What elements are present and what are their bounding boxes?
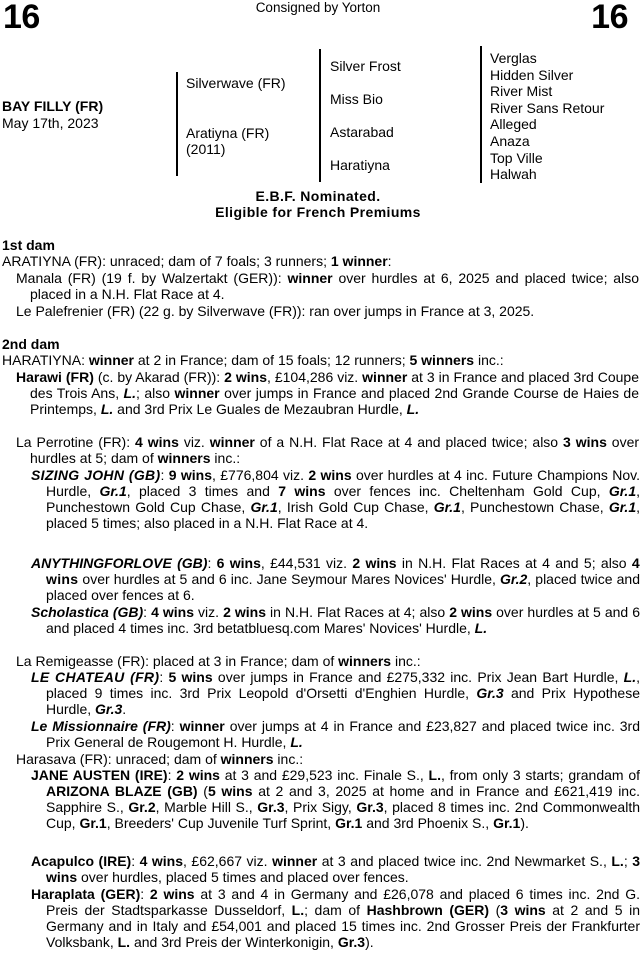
pedigree-ancestor: Top Ville (490, 149, 543, 166)
produce-harasava: Harasava (FR): unraced; dam of winners inc.: (16, 751, 304, 767)
pedigree-sire: Silverwave (FR) (186, 75, 286, 91)
produce-perrotine: La Perrotine (FR): 4 wins viz. winner of a N.H. Flat Race at 4 and placed twice; also 3 wins over hurdles at 5; dam of winners inc.: (16, 434, 640, 467)
produce-anythingforlove: ANYTHINGFORLOVE (GB): 6 wins, £44,531 viz. 2 wins in N.H. Flat Races at 4 and 5; also 4 wins over hurdles at 5 and 6 inc. Jane Seymour Mares Novices' Hurdle, Gr.2, placed twice and placed over fences at 6. (31, 555, 640, 604)
foaling-date: May 17th, 2023 (2, 115, 99, 131)
ebf-note: E.B.F. Nominated. (255, 188, 381, 204)
produce-le-chateau: LE CHATEAU (FR): 5 wins over jumps in France and £275,332 inc. Prix Jean Bart Hurdle, L., placed 9 times inc. 3rd Prix Leopold d'Orsetti d'Enghien Hurdle, Gr.3 and Prix Hypothese Hurdle, Gr.3. (31, 669, 640, 718)
lot-number-left: 16 (3, 0, 40, 36)
first-dam-intro: ARATIYNA (FR): unraced; dam of 7 foals; 3 runners; 1 winner: (2, 253, 392, 269)
pedigree-ancestor: Verglas (490, 50, 537, 66)
pedigree-dam-year: (2011) (186, 141, 226, 157)
pedigree-ancestor: Halwah (490, 166, 537, 183)
produce-harawi: Harawi (FR) (c. by Akarad (FR)): 2 wins, £104,286 viz. winner at 3 in France and placed 3rd Coupe des Trois Ans, L.; also winner over jumps in France and placed 2nd Grande Course de Haies de Printemps, L. and 3rd Prix Le Guales de Mezaubran Hurdle, L. (16, 369, 640, 418)
produce-jane-austen: JANE AUSTEN (IRE): 2 wins at 3 and £29,523 inc. Finale S., L., from only 3 starts; grandam of ARIZONA BLAZE (GB) (5 wins at 2 and 3, 2025 at home and in France and £621,419 inc. Sapphire S., Gr.2, Marble Hill S., Gr.3, Prix Sigy, Gr.3, placed 8 times inc. 2nd Commonwealth Cup, Gr.1, Breeders' Cup Juvenile Turf Sprint, Gr.1 and 3rd Phoenix S., Gr.1). (31, 767, 640, 832)
second-dam-intro: HARATIYNA: winner at 2 in France; dam of 15 foals; 12 runners; 5 winners inc.: (2, 352, 504, 368)
pedigree-ancestor: River Mist (490, 83, 553, 100)
horse-title: BAY FILLY (FR) (2, 98, 104, 114)
first-dam-produce-manala: Manala (FR) (19 f. by Walzertakt (GER)): winner over hurdles at 6, 2025 and placed twice; also placed in a N.H. Flat Race at 4. (16, 270, 639, 303)
produce-haraplata: Haraplata (GER): 2 wins at 3 and 4 in Germany and £26,078 and placed 6 times inc. 2nd G. Preis der Stadtsparkasse Dusseldorf, L.; dam of Hashbrown (GER) (3 wins at 2 and 5 in Germany and in Italy and £54,001 and placed 15 times inc. 2nd Grosser Preis der Frankfurter Volksbank, L. and 3rd Preis der Winterkonigin, Gr.3). (31, 886, 640, 951)
pedigree-dam-sire: Astarabad (330, 124, 394, 140)
pedigree-ancestor: River Sans Retour (490, 99, 605, 116)
first-dam-produce-palefrenier: Le Palefrenier (FR) (22 g. by Silverwave (FR)): ran over jumps in France at 3, 2025. (16, 303, 535, 319)
pedigree-ancestor: Alleged (490, 116, 537, 133)
pedigree-dam-dam: Haratiyna (330, 157, 390, 173)
produce-sizing-john: SIZING JOHN (GB): 9 wins, £776,804 viz. 2 wins over hurdles at 4 inc. Future Champions Nov. Hurdle, Gr.1, placed 3 times and 7 wins over fences inc. Cheltenham Gold Cup, Gr.1, Punchestown Gold Cup Chase, Gr.1, Irish Gold Cup Chase, Gr.1, Punchestown Chase, Gr.1, placed 5 times; also placed in a N.H. Flat Race at 4. (31, 467, 640, 532)
premiums-note: Eligible for French Premiums (215, 204, 421, 220)
pedigree-bracket-2 (319, 49, 321, 182)
consignor-label: Consigned by Yorton (255, 0, 381, 15)
pedigree-sire-sire: Silver Frost (330, 58, 401, 74)
produce-scholastica: Scholastica (GB): 4 wins viz. 2 wins in N.H. Flat Races at 4; also 2 wins over hurdles at 5 and 6 and placed 4 times inc. 3rd betatbluesq.com Mares' Novices' Hurdle, L. (31, 604, 640, 637)
first-dam-heading: 1st dam (2, 237, 55, 253)
lot-number-right: 16 (591, 0, 628, 36)
produce-acapulco: Acapulco (IRE): 4 wins, £62,667 viz. winner at 3 and placed twice inc. 2nd Newmarket S., L.; 3 wins over hurdles, placed 5 times and placed over fences. (31, 853, 640, 886)
pedigree-dam: Aratiyna (FR) (186, 125, 270, 141)
pedigree-ancestor: Anaza (490, 133, 530, 149)
pedigree-ancestor: Hidden Silver (490, 66, 574, 83)
pedigree-bracket-3 (480, 46, 482, 183)
pedigree-bracket-1 (176, 72, 178, 176)
pedigree-sire-dam: Miss Bio (330, 91, 383, 107)
second-dam-heading: 2nd dam (2, 336, 60, 352)
produce-remigeasse: La Remigeasse (FR): placed at 3 in France; dam of winners inc.: (16, 653, 421, 669)
produce-le-missionnaire: Le Missionnaire (FR): winner over jumps at 4 in France and £23,827 and placed twice inc. 3rd Prix General de Rougemont H. Hurdle, L. (31, 718, 640, 751)
